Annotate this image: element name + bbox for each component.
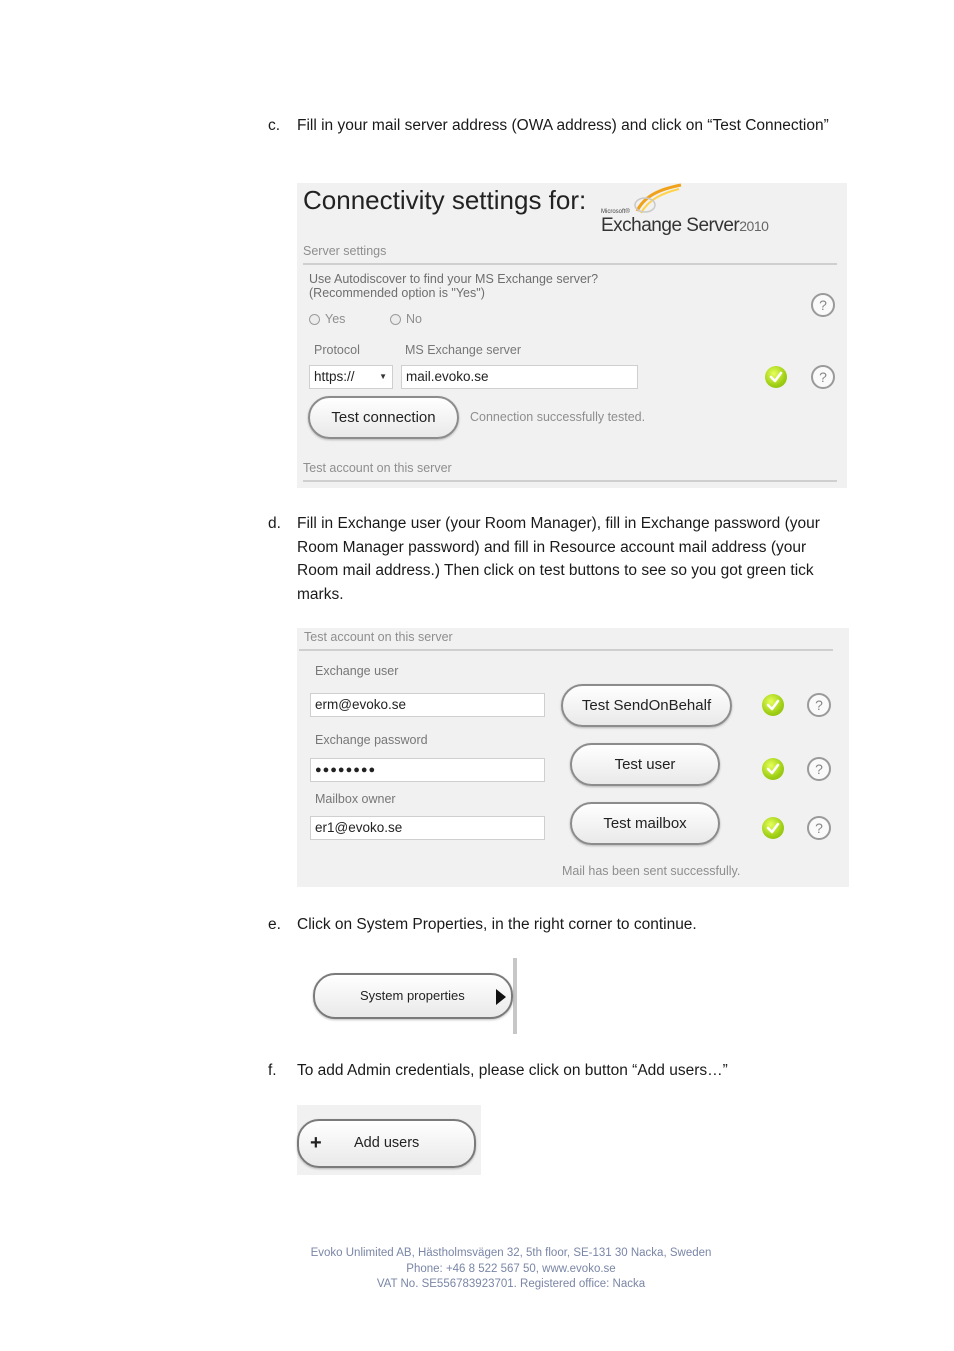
mailbox-owner-label: Mailbox owner (315, 792, 396, 806)
step-d-text: Fill in Exchange user (your Room Manager), fill in Exchange password (your Room Manager password) and fill in Resource account mail address (your Room mail address.) Then click on test buttons to see so you got green tick marks. (297, 515, 820, 603)
test-account-heading: Test account on this server (303, 461, 452, 475)
radio-no-label: No (406, 312, 422, 326)
step-c-text: Fill in your mail server address (OWA address) and click on “Test Connection” (297, 117, 829, 134)
exchange-user-label: Exchange user (315, 664, 399, 678)
mail-status: Mail has been sent successfully. (562, 864, 741, 878)
connectivity-title: Connectivity settings for: (303, 185, 587, 215)
step-e-text: Click on System Properties, in the right corner to continue. (297, 916, 697, 933)
add-users-button[interactable] (297, 1119, 476, 1168)
help-icon-autodiscover[interactable]: ? (811, 293, 835, 317)
server-label: MS Exchange server (405, 343, 522, 357)
logo-exchange-server: Exchange Server (601, 215, 740, 236)
check-icon-mailbox (762, 817, 784, 839)
autodiscover-question: Use Autodiscover to find your MS Exchange server? (309, 272, 599, 286)
add-users-panel (297, 1105, 481, 1175)
help-icon-server[interactable]: ? (811, 365, 835, 389)
step-d-label: d. (268, 515, 281, 532)
footer-contact: Phone: +46 8 522 567 50, www.evoko.se (406, 1263, 616, 1275)
footer-address: Evoko Unlimited AB, Hästholmsvägen 32, 5th floor, SE-131 30 Nacka, Sweden (310, 1247, 712, 1259)
exchange-logo-icon (631, 183, 691, 217)
radio-no[interactable] (390, 314, 401, 325)
help-icon-user[interactable]: ? (807, 757, 831, 781)
exchange-password-label: Exchange password (315, 733, 428, 747)
divider (513, 958, 517, 1034)
footer-vat: VAT No. SE556783923701. Registered office: Nacka (376, 1278, 646, 1290)
test-sendonbehalf-button[interactable]: Test SendOnBehalf (561, 684, 732, 727)
exchange-logo (601, 183, 781, 241)
connectivity-panel (297, 183, 847, 488)
system-properties-button[interactable] (313, 973, 513, 1019)
connection-status: Connection successfully tested. (470, 410, 646, 424)
protocol-select[interactable] (309, 365, 393, 389)
step-f-label: f. (268, 1062, 277, 1079)
exchange-user-input[interactable]: erm@evoko.se (310, 693, 545, 717)
divider (299, 649, 833, 651)
divider (303, 480, 837, 482)
exchange-password-input[interactable]: ●●●●●●●● (310, 758, 545, 782)
plus-icon: + (310, 1132, 322, 1154)
test-account-panel (297, 628, 849, 887)
test-connection-button[interactable]: Test connection (308, 396, 459, 439)
system-properties-label: System properties (360, 988, 465, 1003)
logo-exchange-text (601, 215, 768, 237)
check-icon-server (765, 366, 787, 388)
add-users-label: Add users (354, 1135, 420, 1151)
logo-microsoft-text: Microsoft® (601, 209, 630, 215)
check-icon-user (762, 758, 784, 780)
protocol-value: https:// (314, 369, 355, 384)
test-mailbox-button[interactable]: Test mailbox (570, 802, 720, 845)
test-user-button[interactable]: Test user (570, 743, 720, 786)
server-settings-heading: Server settings (303, 244, 387, 258)
chevron-down-icon: ▼ (379, 372, 387, 381)
server-input[interactable]: mail.evoko.se (401, 365, 638, 389)
radio-yes-label: Yes (325, 312, 346, 326)
step-f-text: To add Admin credentials, please click on button “Add users…” (297, 1062, 728, 1079)
check-icon-sendonbehalf (762, 694, 784, 716)
autodiscover-recommendation: (Recommended option is "Yes") (309, 286, 485, 300)
protocol-label: Protocol (314, 343, 360, 357)
radio-yes[interactable] (309, 314, 320, 325)
arrow-right-icon (496, 989, 506, 1005)
step-e-label: e. (268, 916, 281, 933)
help-icon-sendonbehalf[interactable]: ? (807, 693, 831, 717)
divider (303, 263, 837, 265)
logo-year: 2010 (739, 218, 769, 234)
help-icon-mailbox[interactable]: ? (807, 816, 831, 840)
step-c-label: c. (268, 117, 281, 134)
test-account-heading: Test account on this server (304, 630, 453, 644)
mailbox-owner-input[interactable]: er1@evoko.se (310, 816, 545, 840)
